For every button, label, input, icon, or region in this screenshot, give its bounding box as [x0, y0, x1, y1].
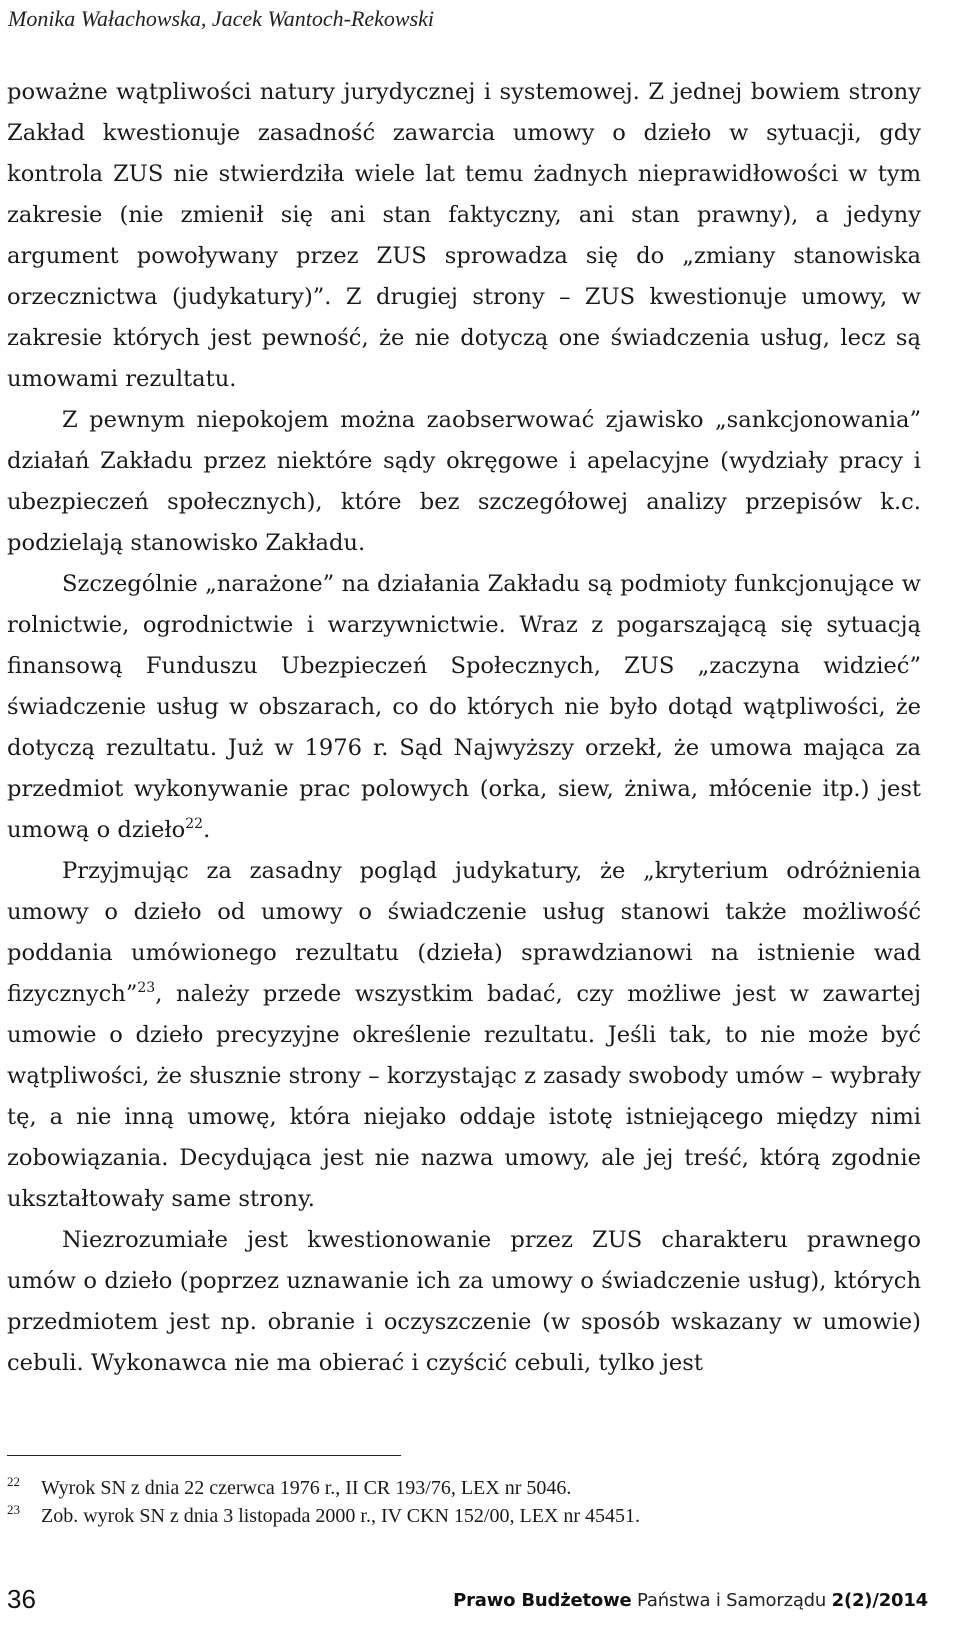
- footnote-number: 23: [7, 1502, 20, 1517]
- paragraph-2: Z pewnym niepokojem można zaobserwować zjawisko „sankcjonowania” działań Zakładu przez niektóre sądy okręgowe i apelacyjne (wydziały pracy i ubezpieczeń społecznych), które bez szczegółowej analizy przepisów k.c. podzielają stanowisko Zakładu.: [7, 407, 921, 556]
- footnote-text: Wyrok SN z dnia 22 czerwca 1976 r., II CR 193/76, LEX nr 5046.: [41, 1477, 572, 1499]
- paragraph-1: poważne wątpliwości natury jurydycznej i systemowej. Z jednej bowiem strony Zakład kwestionuje zasadność zawarcia umowy o dzieło w sytuacji, gdy kontrola ZUS nie stwierdziła wiele lat temu żadnych nieprawidłowości w tym zakresie (nie zmienił się ani stan faktyczny, ani stan prawny), a jedyny argument powoływany przez ZUS sprowadza się do „zmiany stanowiska orzecznictwa (judykatury)”. Z drugiej strony – ZUS kwestionuje umowy, w zakresie których jest pewność, że nie dotyczą one świadczenia usług, lecz są umowami rezultatu.: [7, 79, 921, 392]
- footnote-22: [7, 1474, 921, 1502]
- paragraph-5: Niezrozumiałe jest kwestionowanie przez ZUS charakteru prawnego umów o dzieło (poprzez uznawanie ich za umowy o świadczenie usług), których przedmiotem jest np. obranie i oczyszczenie (w sposób wskazany w umowie) cebuli. Wykonawca nie ma obierać i czyścić cebuli, tylko jest: [7, 1227, 921, 1376]
- footnote-text: Zob. wyrok SN z dnia 3 listopada 2000 r., IV CKN 152/00, LEX nr 45451.: [41, 1505, 641, 1527]
- paragraph-4-cont: , należy przede wszystkim badać, czy możliwe jest w zawartej umowie o dzieło precyzyjne określenie rezultatu. Jeśli tak, to nie może być wątpliwości, że słusznie strony – korzystając z zasady swobody umów – wybrały tę, a nie inną umowę, która niejako oddaje istotę istniejącego między nimi zobowiązania. Decydująca jest nie nazwa umowy, ale jej treść, którą zgodnie ukształtowały same strony.: [7, 981, 921, 1212]
- paragraph-3: [7, 564, 921, 851]
- paragraph-4: [7, 851, 921, 1220]
- body-text: [7, 72, 921, 1384]
- footnote-number: 22: [7, 1474, 20, 1489]
- footnote-ref-23[interactable]: 23: [137, 980, 156, 996]
- footnote-divider: [7, 1455, 401, 1456]
- journal-title-light: Państwa i Samorządu: [637, 1590, 827, 1611]
- journal-title: [453, 1590, 928, 1611]
- footnote-ref-22[interactable]: 22: [185, 816, 204, 832]
- journal-issue: 2(2)/2014: [831, 1590, 928, 1611]
- footnote-23: [7, 1502, 921, 1530]
- page-footer: [7, 1582, 928, 1622]
- paragraph-3-end: .: [203, 817, 211, 843]
- running-header: Monika Wałachowska, Jacek Wantoch-Rekowski: [8, 6, 435, 31]
- journal-title-bold: Prawo Budżetowe: [453, 1590, 632, 1611]
- paragraph-3-text: Szczególnie „narażone” na działania Zakładu są podmioty funkcjonujące w rolnictwie, ogrodnictwie i warzywnictwie. Wraz z pogarszającą się sytuacją finansową Funduszu Ubezpieczeń Społecznych, ZUS „zaczyna widzieć” świadczenie usług w obszarach, co do których nie było dotąd wątpliwości, że dotyczą rezultatu. Już w 1976 r. Sąd Najwyższy orzekł, że umowa mająca za przedmiot wykonywanie prac polowych (orka, siew, żniwa, młócenie itp.) jest umową o dzieło: [7, 571, 921, 843]
- footnotes: [7, 1474, 921, 1530]
- paragraph-4-text: Przyjmując za zasadny pogląd judykatury, że „kryterium odróżnienia umowy o dzieło od umowy o świadczenie usług stanowi także możliwość poddania umówionego rezultatu (dzieła) sprawdzianowi na istnienie wad fizycznych”: [7, 858, 921, 1007]
- page-number: 36: [7, 1584, 36, 1614]
